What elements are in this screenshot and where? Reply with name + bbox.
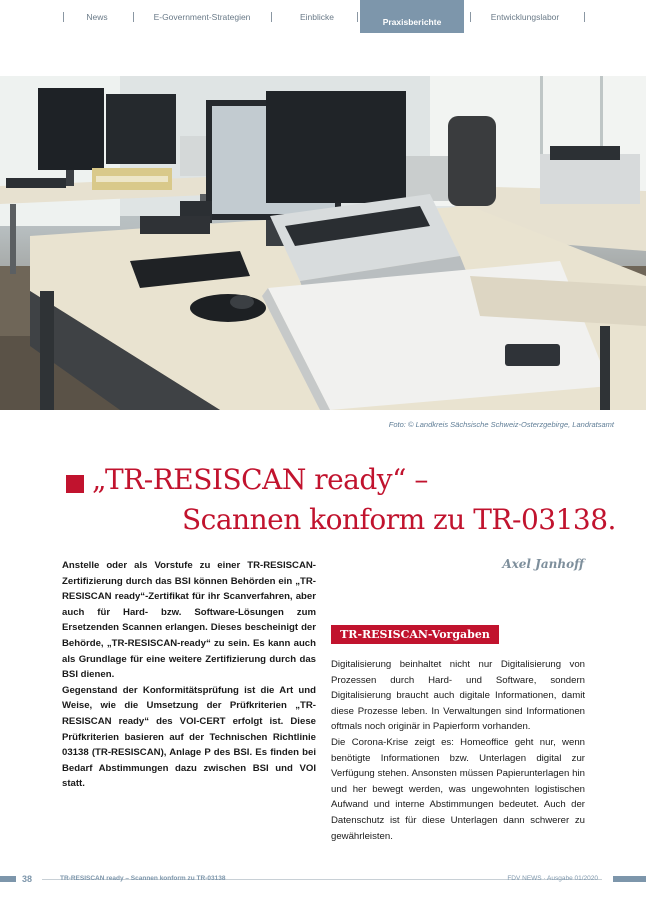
article-author: Axel Janhoff [502,557,584,571]
footer-running-title: TR-RESISCAN ready – Scannen konform zu TR-03138 [60,875,226,882]
nav-item-news[interactable]: News [86,12,108,22]
nav-separator [271,12,272,22]
footer-accent-left [0,876,16,882]
nav-separator [357,12,358,22]
top-navigation [0,0,646,33]
office-scanner-photo [0,76,646,410]
article-title-line-2: Scannen konform zu TR-03138. [182,503,616,536]
page-number: 38 [22,874,33,884]
nav-item-praxisberichte-active[interactable]: Praxisberichte [360,0,464,33]
nav-separator [584,12,585,22]
section-heading: TR-RESISCAN-Vorgaben [331,625,499,644]
body-paragraph: Digitalisierung beinhaltet nicht nur Digitalisierung von Prozessen durch Hard- und Software, sondern Digitalisierung braucht auch digitale Informationen, damit diese Prozesse leben. In Verwaltungen sind Informationen oftmals noch originär in Papierform vorhanden. [331,659,585,733]
lead-column [62,558,316,792]
footer-issue-label: FDV NEWS · Ausgabe 01/2020 [507,875,598,882]
office-scanner-illustration [0,76,646,410]
body-paragraph: Die Corona-Krise zeigt es: Homeoffice geht nur, wenn benötigte Informationen bzw. Unterlagen digital zur Verfügung stehen. Ansonsten müssen Papierunterlagen hin und her bewegt werden, was ungewohnten logistischen Aufwand und interne Abstimmungen bedeutet. Auch der Datenschutz ist für diese Unterlagen dann schwerer zu gewährleisten. [331,736,585,842]
body-column [331,657,585,844]
nav-item-einblicke[interactable]: Einblicke [299,12,335,22]
article-title-line-1: „TR-RESISCAN ready“ – [92,463,428,496]
lead-paragraph: Gegenstand der Konformitätsprüfung ist die Art und Weise, wie die Umsetzung der Prüfkriterien „TR-RESISCAN ready“ des VOI-CERT erfolgt ist. Diese Prüfkriterien basieren auf der Technischen Richtlinie 03138 (TR-RESISCAN), Anlage P des BSI. Es finden bei Bedarf Abstimmungen dazu zwischen BSI und VOI statt. [62,684,316,790]
nav-item-entwicklungslabor[interactable]: Entwicklungslabor [490,12,560,22]
nav-separator [63,12,64,22]
nav-separator [470,12,471,22]
lead-paragraph: Anstelle oder als Vorstufe zu einer TR-RESISCAN-Zertifizierung durch das BSI können Behörden ein „TR-RESISCAN ready“-Zertifikat für ihr Scanverfahren, aber auch für Hard- bzw. Software-Lösungen zum Ersetzenden Scannen erlangen. Dieses bescheinigt der Behörde, „TR-RESISCAN-ready“ zu sein. Es kann auch als Grundlage für eine weitere Zertifizierung durch das BSI dienen. [62,560,316,681]
photo-caption: Foto: © Landkreis Sächsische Schweiz-Osterzgebirge, Landratsamt [388,420,614,429]
nav-item-e-government[interactable]: E-Government-Strategien [153,12,251,22]
title-marker-square [66,475,84,493]
footer-accent-right [613,876,646,882]
nav-separator [133,12,134,22]
